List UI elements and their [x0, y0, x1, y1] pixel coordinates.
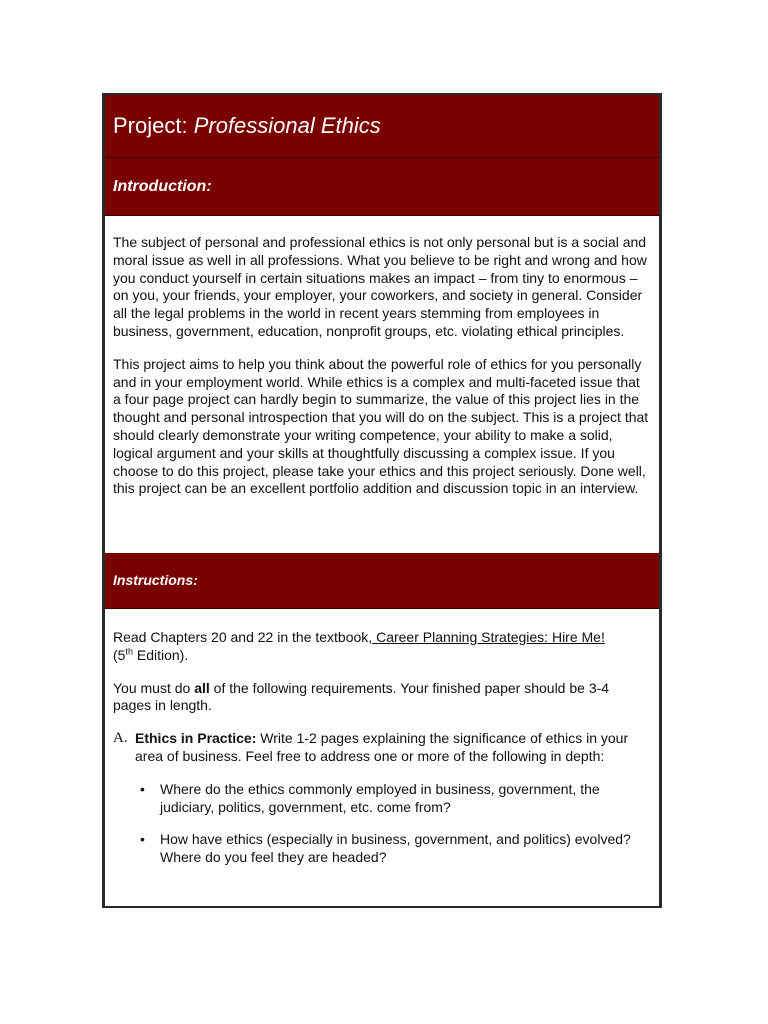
- project-title-prefix: Project:: [113, 113, 194, 138]
- introduction-paragraph-2: This project aims to help you think about the powerful role of ethics for you personally and in your employment world. While ethics is a complex and multi-faceted issue that a four page project can hardly begin to summarize, the value of this project lies in the thought and personal introspection that you will do on the subject. This is a project that should clearly demonstrate your writing competence, your ability to make a solid, logical argument and your skills at thoughtfully discussing a complex issue. If you choose to do this project, please take your ethics and this project seriously. Done well, this project can be an excellent portfolio addition and discussion topic in an interview.: [113, 355, 649, 497]
- requirement-a-body: Write 1-2 pages explaining the significance of ethics in your area of business. Feel free to address one or more of the following in depth:: [135, 730, 629, 764]
- requirement-a-text: [135, 730, 651, 766]
- edition-open: (5: [113, 646, 126, 663]
- requirements-note: [113, 680, 651, 716]
- edition-superscript: th: [125, 646, 133, 657]
- project-title-band: [105, 95, 659, 158]
- requirement-a-bullets: [113, 781, 651, 867]
- bullet-text: Where do the ethics commonly employed in business, government, the judiciary, politics, government, etc. come from?: [160, 780, 600, 815]
- introduction-heading: Introduction:: [105, 158, 659, 216]
- reading-assignment: [113, 629, 651, 665]
- requirements-prefix: You must do: [113, 679, 195, 696]
- bullet-icon: •: [140, 831, 145, 848]
- requirements-suffix: of the following requirements. Your finished paper should be 3-4 pages in length.: [113, 679, 610, 714]
- list-item: [140, 781, 651, 817]
- list-item: [140, 831, 651, 867]
- introduction-section: [105, 216, 659, 553]
- reading-prefix: Read Chapters 20 and 22 in the textbook,: [113, 629, 373, 645]
- requirements-emphasis: all: [194, 679, 210, 696]
- edition-close: Edition).: [132, 646, 189, 663]
- instructions-section: [105, 609, 659, 867]
- requirement-letter: A.: [113, 730, 128, 747]
- document-frame: [102, 93, 662, 908]
- introduction-paragraph-1: The subject of personal and professional ethics is not only personal but is a social and moral issue as well in all professions. What you believe to be right and wrong and how you conduct yourself in certain situations makes an impact – from tiny to enormous – on you, your friends, your employer, your coworkers, and society in general. Consider all the legal problems in the world in recent years stemming from employees in business, government, education, nonprofit groups, etc. violating ethical principles.: [113, 234, 647, 339]
- requirement-a: [113, 730, 651, 766]
- textbook-title: Career Planning Strategies: Hire Me!: [372, 629, 605, 645]
- project-title: Professional Ethics: [193, 113, 381, 138]
- instructions-heading: Instructions:: [105, 553, 659, 609]
- bullet-text: How have ethics (especially in business, government, and politics) evolved? Where do you feel they are headed?: [160, 831, 631, 866]
- requirement-a-title: Ethics in Practice:: [135, 730, 257, 747]
- bullet-icon: •: [140, 780, 145, 797]
